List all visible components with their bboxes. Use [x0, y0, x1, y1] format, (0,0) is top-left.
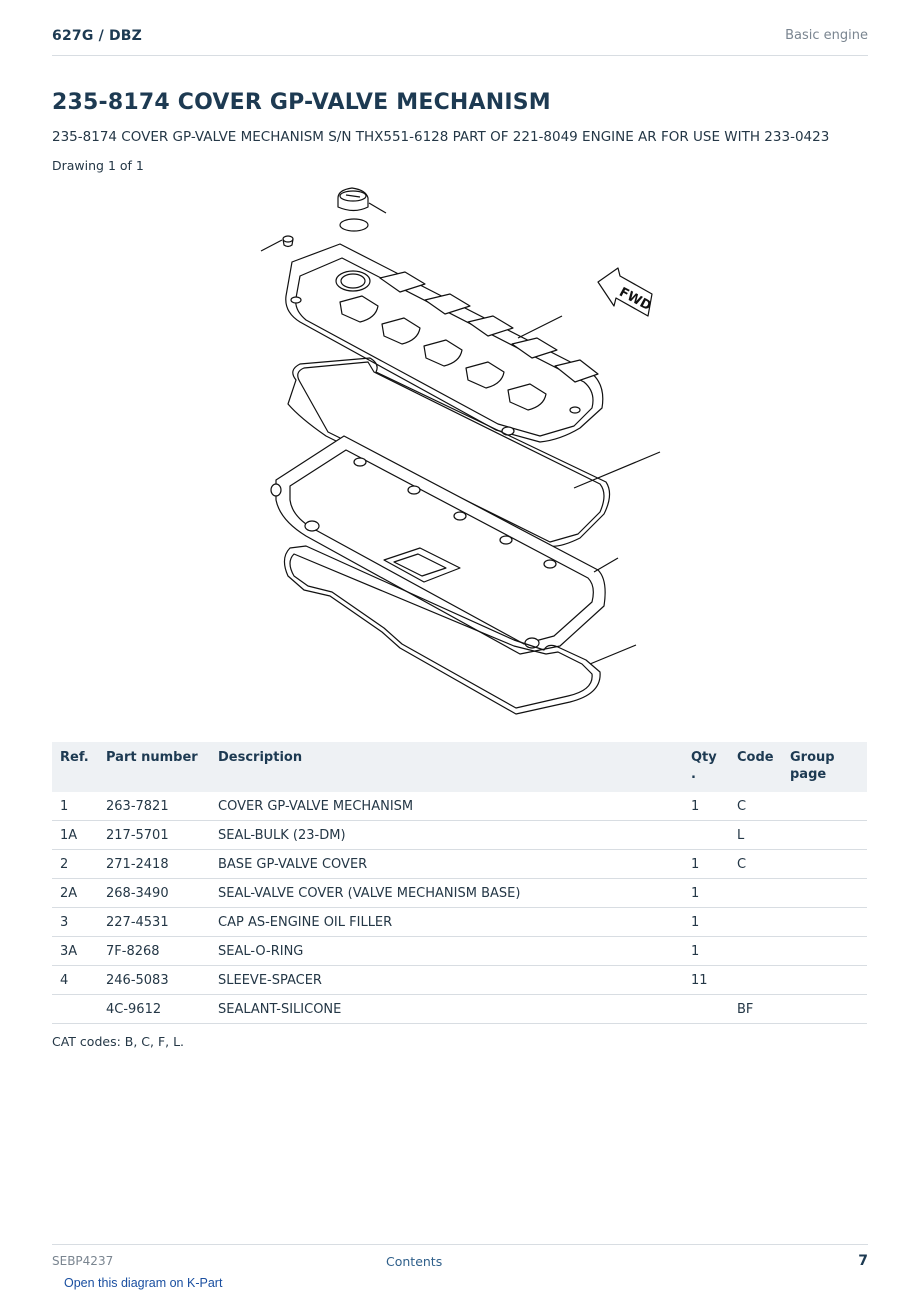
valve-cover-base-illustration — [271, 436, 618, 654]
fwd-label: FWD — [616, 284, 654, 315]
col-header-code: Code — [729, 742, 782, 792]
valve-cover-illustration — [286, 244, 603, 442]
cat-codes-note: CAT codes: B, C, F, L. — [52, 1034, 185, 1049]
cell-group-page — [782, 908, 867, 937]
cell-group-page — [782, 792, 867, 821]
cell-code: BF — [729, 995, 782, 1024]
exploded-parts-diagram — [240, 180, 680, 725]
cell-code: L — [729, 821, 782, 850]
cell-description: SEALANT-SILICONE — [210, 995, 683, 1024]
cell-code — [729, 908, 782, 937]
document-id: SEBP4237 — [52, 1254, 114, 1268]
cell-group-page — [782, 966, 867, 995]
cell-ref: 4 — [52, 966, 98, 995]
cell-description: SEAL-VALVE COVER (VALVE MECHANISM BASE) — [210, 879, 683, 908]
fwd-arrow-illustration — [598, 268, 654, 316]
cell-qty: 1 — [683, 792, 729, 821]
table-header-row — [52, 742, 867, 792]
cell-part-number: 263-7821 — [98, 792, 210, 821]
col-header-description: Description — [210, 742, 683, 792]
cell-qty — [683, 821, 729, 850]
page-header — [52, 28, 868, 56]
cell-part-number: 268-3490 — [98, 879, 210, 908]
o-ring-illustration — [340, 219, 368, 231]
cell-code — [729, 879, 782, 908]
open-kpart-link[interactable]: Open this diagram on K-Part — [64, 1276, 223, 1290]
table-row — [52, 908, 867, 937]
page-footer — [52, 1244, 868, 1274]
cell-group-page — [782, 821, 867, 850]
cell-part-number: 4C-9612 — [98, 995, 210, 1024]
cell-description: SEAL-O-RING — [210, 937, 683, 966]
cell-ref: 3 — [52, 908, 98, 937]
table-row — [52, 937, 867, 966]
cell-ref: 3A — [52, 937, 98, 966]
page-subtitle: 235-8174 COVER GP-VALVE MECHANISM S/N THX551-6128 PART OF 221-8049 ENGINE AR FOR USE WITH 233-0423 — [52, 129, 830, 145]
cell-part-number: 7F-8268 — [98, 937, 210, 966]
cell-part-number: 227-4531 — [98, 908, 210, 937]
cell-description: CAP AS-ENGINE OIL FILLER — [210, 908, 683, 937]
cell-group-page — [782, 937, 867, 966]
cell-description: SLEEVE-SPACER — [210, 966, 683, 995]
cell-group-page — [782, 995, 867, 1024]
cell-qty — [683, 995, 729, 1024]
contents-link[interactable]: Contents — [386, 1254, 443, 1269]
parts-table — [52, 742, 867, 1024]
cell-ref: 1A — [52, 821, 98, 850]
sleeve-spacer-illustration — [261, 236, 293, 251]
cell-qty: 11 — [683, 966, 729, 995]
cell-qty: 1 — [683, 879, 729, 908]
drawing-count: Drawing 1 of 1 — [52, 158, 144, 173]
cell-group-page — [782, 850, 867, 879]
cell-part-number: 246-5083 — [98, 966, 210, 995]
page-title: 235-8174 COVER GP-VALVE MECHANISM — [52, 90, 551, 115]
cell-qty: 1 — [683, 908, 729, 937]
table-row — [52, 966, 867, 995]
col-header-group-page: Group page — [782, 742, 867, 792]
cell-code — [729, 937, 782, 966]
cell-qty: 1 — [683, 850, 729, 879]
cell-description: BASE GP-VALVE COVER — [210, 850, 683, 879]
cell-part-number: 217-5701 — [98, 821, 210, 850]
cell-qty: 1 — [683, 937, 729, 966]
cell-ref: 1 — [52, 792, 98, 821]
cell-code: C — [729, 850, 782, 879]
cell-description: SEAL-BULK (23-DM) — [210, 821, 683, 850]
table-row — [52, 792, 867, 821]
col-header-part-number: Part number — [98, 742, 210, 792]
table-row — [52, 879, 867, 908]
table-row — [52, 995, 867, 1024]
cell-ref: 2 — [52, 850, 98, 879]
cell-group-page — [782, 879, 867, 908]
col-header-ref: Ref. — [52, 742, 98, 792]
cell-code — [729, 966, 782, 995]
oil-filler-cap-illustration — [338, 188, 386, 213]
section-label: Basic engine — [785, 28, 868, 43]
model-label: 627G / DBZ — [52, 28, 143, 44]
page-number: 7 — [858, 1253, 868, 1269]
cell-ref — [52, 995, 98, 1024]
cell-part-number: 271-2418 — [98, 850, 210, 879]
table-row — [52, 821, 867, 850]
cell-description: COVER GP-VALVE MECHANISM — [210, 792, 683, 821]
cell-code: C — [729, 792, 782, 821]
cell-ref: 2A — [52, 879, 98, 908]
table-row — [52, 850, 867, 879]
col-header-qty: Qty . — [683, 742, 729, 792]
